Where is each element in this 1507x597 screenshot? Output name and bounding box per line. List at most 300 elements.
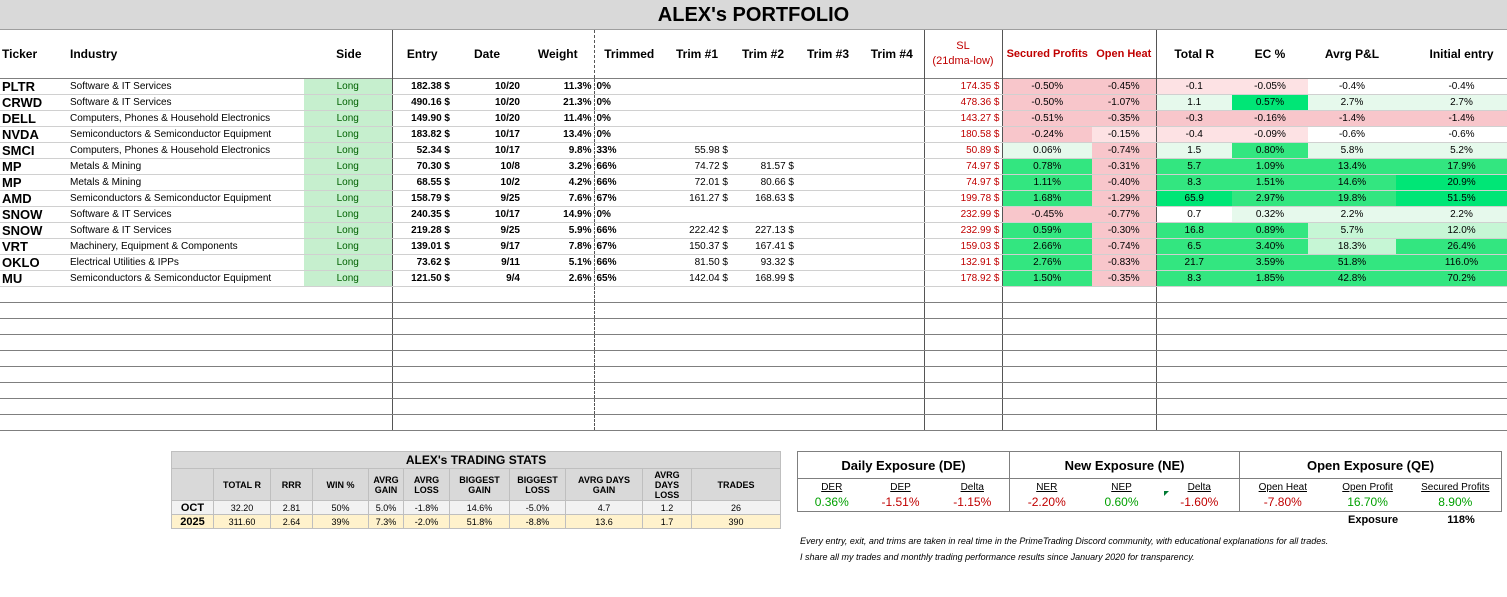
empty-cell (1092, 366, 1156, 382)
empty-cell (1396, 318, 1507, 334)
empty-cell (1092, 398, 1156, 414)
empty-cell (924, 302, 1002, 318)
empty-cell (304, 382, 392, 398)
stats-oct-label: OCT (172, 501, 214, 515)
cell-side: Long (304, 254, 392, 270)
cell-trimmed: 0% (594, 126, 664, 142)
stats-year-label: 2025 (172, 515, 214, 529)
cell-initial-entry: 17.9% (1396, 158, 1507, 174)
stats-header: AVRG DAYS LOSS (643, 469, 692, 501)
empty-cell (392, 398, 452, 414)
empty-cell (730, 302, 796, 318)
secured-profits-label: Secured Profits (1410, 479, 1502, 494)
empty-cell (392, 302, 452, 318)
cell-sl: 478.36 $ (924, 94, 1002, 110)
dep-value: -1.51% (866, 493, 936, 511)
cell-secured: -0.51% (1002, 110, 1092, 126)
empty-cell (1308, 382, 1396, 398)
cell-ticker: SNOW (0, 222, 68, 238)
cell-avrg-pl: 42.8% (1308, 270, 1396, 286)
empty-cell (796, 398, 860, 414)
cell-trimmed: 0% (594, 206, 664, 222)
empty-cell (522, 302, 594, 318)
cell-entry: 73.62 $ (392, 254, 452, 270)
empty-cell (924, 334, 1002, 350)
stats-header: WIN % (313, 469, 369, 501)
stats-header: AVRG DAYS GAIN (566, 469, 643, 501)
cell-initial-entry: -0.6% (1396, 126, 1507, 142)
cell-ticker: SMCI (0, 142, 68, 158)
empty-cell (392, 350, 452, 366)
empty-cell (796, 350, 860, 366)
empty-cell (664, 382, 730, 398)
cell-avrg-pl: 2.2% (1308, 206, 1396, 222)
cell-ticker: MP (0, 174, 68, 190)
empty-cell (392, 382, 452, 398)
empty-cell (924, 382, 1002, 398)
cell-sl: 174.35 $ (924, 78, 1002, 94)
empty-cell (796, 382, 860, 398)
cell-trim3 (796, 254, 860, 270)
cell-initial-entry: -1.4% (1396, 110, 1507, 126)
cell-trim1: 74.72 $ (664, 158, 730, 174)
empty-cell (304, 318, 392, 334)
cell-industry: Computers, Phones & Household Electronics (68, 142, 304, 158)
cell-heat: -0.74% (1092, 238, 1156, 254)
col-trimmed: Trimmed (594, 30, 664, 78)
cell-trim2 (730, 78, 796, 94)
empty-cell (664, 318, 730, 334)
empty-cell (1156, 366, 1232, 382)
cell-total-r: -0.1 (1156, 78, 1232, 94)
stats-header: RRR (271, 469, 313, 501)
cell-sl: 132.91 $ (924, 254, 1002, 270)
col-ticker: Ticker (2, 46, 38, 61)
cell-side: Long (304, 94, 392, 110)
cell-industry: Software & IT Services (68, 94, 304, 110)
empty-cell (522, 350, 594, 366)
stats-value: 311.60 (214, 515, 271, 529)
empty-cell (1002, 366, 1092, 382)
empty-cell (1396, 286, 1507, 302)
col-sl-line2: (21dma-low) (932, 54, 994, 67)
empty-cell (1396, 398, 1507, 414)
cell-trim2: 168.63 $ (730, 190, 796, 206)
empty-cell (1002, 350, 1092, 366)
cell-industry: Machinery, Equipment & Components (68, 238, 304, 254)
cell-ec: 0.57% (1232, 94, 1308, 110)
table-row (0, 94, 1507, 110)
cell-date: 9/25 (452, 222, 522, 238)
empty-cell (796, 318, 860, 334)
cell-secured: 1.50% (1002, 270, 1092, 286)
empty-cell (1002, 382, 1092, 398)
cell-trim2 (730, 110, 796, 126)
cell-trim4 (860, 158, 924, 174)
cell-initial-entry: 70.2% (1396, 270, 1507, 286)
cell-heat: -0.74% (1092, 142, 1156, 158)
cell-trim4 (860, 174, 924, 190)
empty-cell (452, 398, 522, 414)
table-row (0, 158, 1507, 174)
empty-cell (1232, 366, 1308, 382)
cell-heat: -0.40% (1092, 174, 1156, 190)
stats-value: 4.7 (566, 501, 643, 515)
empty-cell (1156, 286, 1232, 302)
empty-cell (730, 286, 796, 302)
empty-cell (1092, 382, 1156, 398)
empty-cell (1308, 414, 1396, 430)
cell-secured: -0.24% (1002, 126, 1092, 142)
cell-trim2 (730, 142, 796, 158)
empty-cell (452, 318, 522, 334)
cell-heat: -0.83% (1092, 254, 1156, 270)
nep-label: NEP (1111, 482, 1132, 493)
col-sl (924, 30, 1002, 78)
cell-trimmed: 66% (594, 174, 664, 190)
cell-entry: 139.01 $ (392, 238, 452, 254)
cell-side: Long (304, 190, 392, 206)
cell-trimmed: 0% (594, 110, 664, 126)
empty-cell (68, 350, 304, 366)
cell-date: 10/20 (452, 110, 522, 126)
cell-heat: -0.77% (1092, 206, 1156, 222)
empty-cell (1232, 302, 1308, 318)
empty-cell (1308, 302, 1396, 318)
empty-cell (664, 302, 730, 318)
cell-trimmed: 0% (594, 94, 664, 110)
cell-trim3 (796, 94, 860, 110)
cell-initial-entry: 12.0% (1396, 222, 1507, 238)
empty-cell (730, 334, 796, 350)
cell-ec: 3.40% (1232, 238, 1308, 254)
empty-cell (0, 366, 68, 382)
cell-trim3 (796, 126, 860, 142)
cell-secured: 2.66% (1002, 238, 1092, 254)
cell-trimmed: 65% (594, 270, 664, 286)
cell-heat: -1.07% (1092, 94, 1156, 110)
stats-header: AVRG GAIN (369, 469, 404, 501)
cell-ticker: SNOW (0, 206, 68, 222)
cell-avrg-pl: 5.7% (1308, 222, 1396, 238)
col-trim4: Trim #4 (870, 46, 913, 61)
cell-sl: 143.27 $ (924, 110, 1002, 126)
table-row (0, 238, 1507, 254)
cell-sl: 74.97 $ (924, 174, 1002, 190)
empty-cell (68, 382, 304, 398)
cell-trimmed: 33% (594, 142, 664, 158)
empty-cell (522, 318, 594, 334)
empty-cell (860, 398, 924, 414)
cell-secured: -0.50% (1002, 94, 1092, 110)
table-row (0, 190, 1507, 206)
cell-weight: 13.4% (522, 126, 594, 142)
cell-weight: 11.3% (522, 78, 594, 94)
empty-cell (594, 286, 664, 302)
empty-cell (594, 414, 664, 430)
stats-value: 2.81 (271, 501, 313, 515)
cell-entry: 121.50 $ (392, 270, 452, 286)
empty-cell (860, 318, 924, 334)
cell-weight: 21.3% (522, 94, 594, 110)
empty-cell (1002, 414, 1092, 430)
empty-cell (452, 414, 522, 430)
empty-cell (1092, 286, 1156, 302)
stats-value: 13.6 (566, 515, 643, 529)
empty-cell (0, 398, 68, 414)
empty-cell (924, 286, 1002, 302)
cell-industry: Metals & Mining (68, 174, 304, 190)
empty-cell (0, 318, 68, 334)
empty-cell (664, 334, 730, 350)
cell-trim4 (860, 254, 924, 270)
empty-row (0, 350, 1507, 366)
cell-avrg-pl: 19.8% (1308, 190, 1396, 206)
empty-cell (1002, 286, 1092, 302)
empty-cell (730, 382, 796, 398)
empty-cell (664, 398, 730, 414)
cell-ec: 2.97% (1232, 190, 1308, 206)
cell-secured: 1.11% (1002, 174, 1092, 190)
empty-cell (1232, 334, 1308, 350)
cell-weight: 4.2% (522, 174, 594, 190)
cell-industry: Software & IT Services (68, 78, 304, 94)
empty-cell (392, 286, 452, 302)
empty-cell (304, 398, 392, 414)
empty-cell (860, 334, 924, 350)
cell-total-r: 65.9 (1156, 190, 1232, 206)
cell-secured: -0.45% (1002, 206, 1092, 222)
empty-cell (1308, 398, 1396, 414)
empty-row (0, 302, 1507, 318)
cell-entry: 158.79 $ (392, 190, 452, 206)
cell-trim3 (796, 270, 860, 286)
cell-weight: 7.6% (522, 190, 594, 206)
empty-cell (796, 366, 860, 382)
stats-corner (172, 469, 214, 501)
stats-value: 1.2 (643, 501, 692, 515)
cell-initial-entry: -0.4% (1396, 78, 1507, 94)
cell-trim2: 80.66 $ (730, 174, 796, 190)
empty-row (0, 366, 1507, 382)
stats-value: 2.64 (271, 515, 313, 529)
empty-cell (1308, 334, 1396, 350)
cell-trim2: 227.13 $ (730, 222, 796, 238)
stats-header: BIGGEST LOSS (510, 469, 566, 501)
cell-ec: -0.16% (1232, 110, 1308, 126)
empty-cell (0, 414, 68, 430)
empty-cell (1092, 302, 1156, 318)
stats-value: 14.6% (450, 501, 510, 515)
cell-trim4 (860, 78, 924, 94)
cell-trim3 (796, 190, 860, 206)
cell-weight: 2.6% (522, 270, 594, 286)
empty-cell (796, 334, 860, 350)
empty-cell (924, 414, 1002, 430)
empty-cell (68, 318, 304, 334)
empty-cell (664, 414, 730, 430)
cell-industry: Semiconductors & Semiconductor Equipment (68, 126, 304, 142)
cell-industry: Semiconductors & Semiconductor Equipment (68, 270, 304, 286)
cell-date: 10/8 (452, 158, 522, 174)
daily-delta-label: Delta (936, 479, 1010, 494)
cell-sl: 159.03 $ (924, 238, 1002, 254)
cell-trim1 (664, 110, 730, 126)
cell-ec: 0.89% (1232, 222, 1308, 238)
cell-sl: 180.58 $ (924, 126, 1002, 142)
empty-cell (730, 366, 796, 382)
empty-cell (1396, 382, 1507, 398)
portfolio-table (0, 30, 1507, 431)
cell-initial-entry: 2.7% (1396, 94, 1507, 110)
open-profit-label: Open Profit (1342, 482, 1393, 493)
cell-entry: 68.55 $ (392, 174, 452, 190)
cell-ec: 1.09% (1232, 158, 1308, 174)
stats-value: 5.0% (369, 501, 404, 515)
empty-row (0, 398, 1507, 414)
cell-weight: 5.1% (522, 254, 594, 270)
cell-total-r: 6.5 (1156, 238, 1232, 254)
exposure-total (1348, 514, 1475, 526)
cell-ticker: VRT (0, 238, 68, 254)
cell-total-r: 8.3 (1156, 270, 1232, 286)
cell-trimmed: 67% (594, 190, 664, 206)
empty-cell (1232, 398, 1308, 414)
cell-heat: -0.31% (1092, 158, 1156, 174)
cell-trim1 (664, 126, 730, 142)
empty-cell (1092, 334, 1156, 350)
ner-label: NER (1036, 482, 1058, 493)
stats-value: 39% (313, 515, 369, 529)
col-sl-line1: SL (956, 39, 970, 52)
empty-cell (1396, 414, 1507, 430)
table-row (0, 174, 1507, 190)
col-entry: Entry (392, 30, 452, 78)
stats-value: 26 (692, 501, 781, 515)
cell-secured: 1.68% (1002, 190, 1092, 206)
empty-cell (730, 414, 796, 430)
table-row (0, 206, 1507, 222)
cell-total-r: -0.3 (1156, 110, 1232, 126)
nep-value: 0.60% (1084, 493, 1160, 511)
cell-trim2 (730, 94, 796, 110)
cell-trim4 (860, 110, 924, 126)
cell-trim2: 168.99 $ (730, 270, 796, 286)
cell-industry: Software & IT Services (68, 206, 304, 222)
cell-ec: 1.85% (1232, 270, 1308, 286)
empty-cell (452, 366, 522, 382)
empty-cell (1308, 318, 1396, 334)
empty-cell (522, 382, 594, 398)
empty-cell (0, 302, 68, 318)
cell-total-r: 21.7 (1156, 254, 1232, 270)
stats-value: -2.0% (404, 515, 450, 529)
der-label: DER (798, 479, 866, 494)
stats-value: 32.20 (214, 501, 271, 515)
footnotes (800, 533, 1328, 565)
empty-cell (1002, 334, 1092, 350)
col-trim1: Trim #1 (675, 46, 719, 61)
empty-cell (1156, 302, 1232, 318)
cell-avrg-pl: 5.8% (1308, 142, 1396, 158)
cell-ticker: MP (0, 158, 68, 174)
cell-sl: 178.92 $ (924, 270, 1002, 286)
stats-value: -1.8% (404, 501, 450, 515)
empty-cell (392, 414, 452, 430)
cell-trim2: 167.41 $ (730, 238, 796, 254)
cell-avrg-pl: 14.6% (1308, 174, 1396, 190)
cell-side: Long (304, 206, 392, 222)
cell-ec: 0.80% (1232, 142, 1308, 158)
cell-ticker: MU (0, 270, 68, 286)
col-industry: Industry (70, 46, 118, 61)
cell-ticker: OKLO (0, 254, 68, 270)
empty-cell (924, 398, 1002, 414)
cell-trim3 (796, 174, 860, 190)
stats-value: 7.3% (369, 515, 404, 529)
cell-trim4 (860, 238, 924, 254)
empty-cell (0, 334, 68, 350)
empty-cell (392, 366, 452, 382)
table-row (0, 254, 1507, 270)
cell-entry: 70.30 $ (392, 158, 452, 174)
empty-cell (1232, 318, 1308, 334)
cell-industry: Metals & Mining (68, 158, 304, 174)
cell-sl: 232.99 $ (924, 222, 1002, 238)
cell-ec: -0.05% (1232, 78, 1308, 94)
table-row (0, 126, 1507, 142)
empty-cell (68, 414, 304, 430)
cell-sl: 74.97 $ (924, 158, 1002, 174)
empty-cell (664, 366, 730, 382)
stats-value: 1.7 (643, 515, 692, 529)
cell-total-r: 0.7 (1156, 206, 1232, 222)
stats-value: -5.0% (510, 501, 566, 515)
empty-cell (860, 414, 924, 430)
empty-cell (796, 302, 860, 318)
open-heat-label: Open Heat (1258, 482, 1307, 493)
cell-date: 10/2 (452, 174, 522, 190)
empty-cell (522, 286, 594, 302)
empty-cell (392, 318, 452, 334)
cell-trim3 (796, 110, 860, 126)
cell-date: 10/17 (452, 126, 522, 142)
cell-entry: 52.34 $ (392, 142, 452, 158)
empty-cell (1396, 350, 1507, 366)
cell-industry: Computers, Phones & Household Electronics (68, 110, 304, 126)
empty-cell (664, 350, 730, 366)
cell-trim2: 81.57 $ (730, 158, 796, 174)
empty-cell (1092, 318, 1156, 334)
exposure-total-value: 118% (1447, 514, 1475, 526)
cell-ticker: NVDA (0, 126, 68, 142)
empty-cell (594, 334, 664, 350)
cell-total-r: 16.8 (1156, 222, 1232, 238)
cell-heat: -0.15% (1092, 126, 1156, 142)
empty-cell (0, 382, 68, 398)
stats-title: ALEX's TRADING STATS (172, 452, 781, 469)
header-row (0, 30, 1507, 78)
cell-trim4 (860, 94, 924, 110)
cell-trim1: 161.27 $ (664, 190, 730, 206)
cell-trimmed: 0% (594, 78, 664, 94)
cell-trim4 (860, 190, 924, 206)
cell-ticker: CRWD (0, 94, 68, 110)
cell-trim2 (730, 126, 796, 142)
cell-trim1 (664, 94, 730, 110)
cell-total-r: 1.1 (1156, 94, 1232, 110)
stats-header: TRADES (692, 469, 781, 501)
